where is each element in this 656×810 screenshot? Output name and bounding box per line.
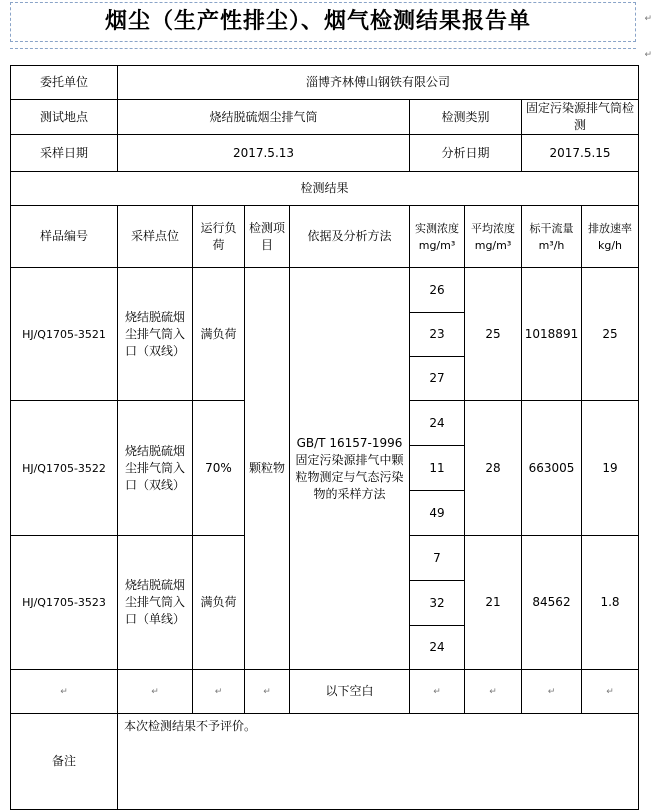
remarks-text: 本次检测结果不予评价。 [118, 714, 639, 810]
paragraph-mark: ↵ [433, 687, 441, 697]
analysis-date-value: 2017.5.15 [522, 135, 639, 172]
category-value: 固定污染源排气筒检测 [522, 100, 639, 135]
sample-load: 70% [193, 401, 245, 536]
header-sample-no: 样品编号 [11, 206, 118, 268]
avg-value: 28 [465, 401, 522, 536]
header-rate [582, 206, 639, 268]
flow-value: 663005 [522, 401, 582, 536]
measured-value: 26 [410, 268, 465, 313]
paragraph-mark: ↵ [60, 687, 68, 697]
paragraph-mark: ↵ [606, 687, 614, 697]
sampling-date-value: 2017.5.13 [118, 135, 410, 172]
test-item: 颗粒物 [245, 268, 290, 670]
site-value: 烧结脱硫烟尘排气筒 [118, 100, 410, 135]
paragraph-mark: ↵ [644, 50, 652, 60]
sampling-date-label: 采样日期 [11, 135, 118, 172]
sample-point: 烧结脱硫烟尘排气筒入口（单线） [118, 536, 193, 670]
header-avg-label: 平均浓度 [471, 221, 515, 235]
blank-cell [245, 670, 290, 714]
header-item: 检测项目 [245, 206, 290, 268]
paragraph-mark: ↵ [263, 687, 271, 697]
paragraph-mark: ↵ [151, 687, 159, 697]
category-label: 检测类别 [410, 100, 522, 135]
measured-value: 32 [410, 581, 465, 626]
header-rate-label: 排放速率 [588, 221, 632, 235]
blank-cell [118, 670, 193, 714]
client-label: 委托单位 [11, 66, 118, 100]
paragraph-mark: ↵ [489, 687, 497, 697]
measured-value: 49 [410, 491, 465, 536]
analysis-date-label: 分析日期 [410, 135, 522, 172]
sample-id: HJ/Q1705-3522 [11, 401, 118, 536]
sample-point: 烧结脱硫烟尘排气筒入口（双线） [118, 268, 193, 401]
flow-value: 84562 [522, 536, 582, 670]
measured-value: 24 [410, 626, 465, 670]
blank-cell [410, 670, 465, 714]
header-rate-unit: kg/h [597, 238, 623, 252]
measured-value: 27 [410, 357, 465, 401]
blank-label: 以下空白 [290, 670, 410, 714]
header-point: 采样点位 [118, 206, 193, 268]
header-measured [410, 206, 465, 268]
paragraph-mark: ↵ [644, 14, 652, 24]
paragraph-mark: ↵ [547, 687, 556, 697]
sample-id: HJ/Q1705-3521 [11, 268, 118, 401]
blank-cell [522, 670, 582, 714]
divider [10, 48, 636, 49]
header-load: 运行负荷 [193, 206, 245, 268]
client-value: 淄博齐林傅山钢铁有限公司 [118, 66, 639, 100]
header-flow-label: 标干流量 [529, 221, 574, 235]
blank-cell [465, 670, 522, 714]
report-table [10, 65, 639, 810]
header-flow [522, 206, 582, 268]
results-heading: 检测结果 [11, 172, 639, 206]
rate-value: 25 [582, 268, 639, 401]
header-flow-unit: m³/h [538, 238, 565, 252]
blank-cell [11, 670, 118, 714]
header-avg [465, 206, 522, 268]
rate-value: 1.8 [582, 536, 639, 670]
flow-value: 1018891 [522, 268, 582, 401]
rate-value: 19 [582, 401, 639, 536]
paragraph-mark: ↵ [214, 687, 223, 697]
header-measured-unit: mg/m³ [418, 238, 456, 252]
sample-point: 烧结脱硫烟尘排气筒入口（双线） [118, 401, 193, 536]
sample-id: HJ/Q1705-3523 [11, 536, 118, 670]
remarks-label: 备注 [11, 714, 118, 810]
header-method: 依据及分析方法 [290, 206, 410, 268]
measured-value: 24 [410, 401, 465, 446]
page-title: 烟尘（生产性排尘）、烟气检测结果报告单 [104, 8, 531, 34]
measured-value: 23 [410, 313, 465, 357]
measured-value: 7 [410, 536, 465, 581]
site-label: 测试地点 [11, 100, 118, 135]
blank-cell [193, 670, 245, 714]
blank-cell [582, 670, 639, 714]
header-measured-label: 实测浓度 [415, 221, 459, 235]
header-avg-unit: mg/m³ [474, 238, 512, 252]
avg-value: 25 [465, 268, 522, 401]
sample-load: 满负荷 [193, 268, 245, 401]
avg-value: 21 [465, 536, 522, 670]
test-method: GB/T 16157-1996 固定污染源排气中颗粒物测定与气态污染物的采样方法 [290, 268, 410, 670]
measured-value: 11 [410, 446, 465, 491]
sample-load: 满负荷 [193, 536, 245, 670]
